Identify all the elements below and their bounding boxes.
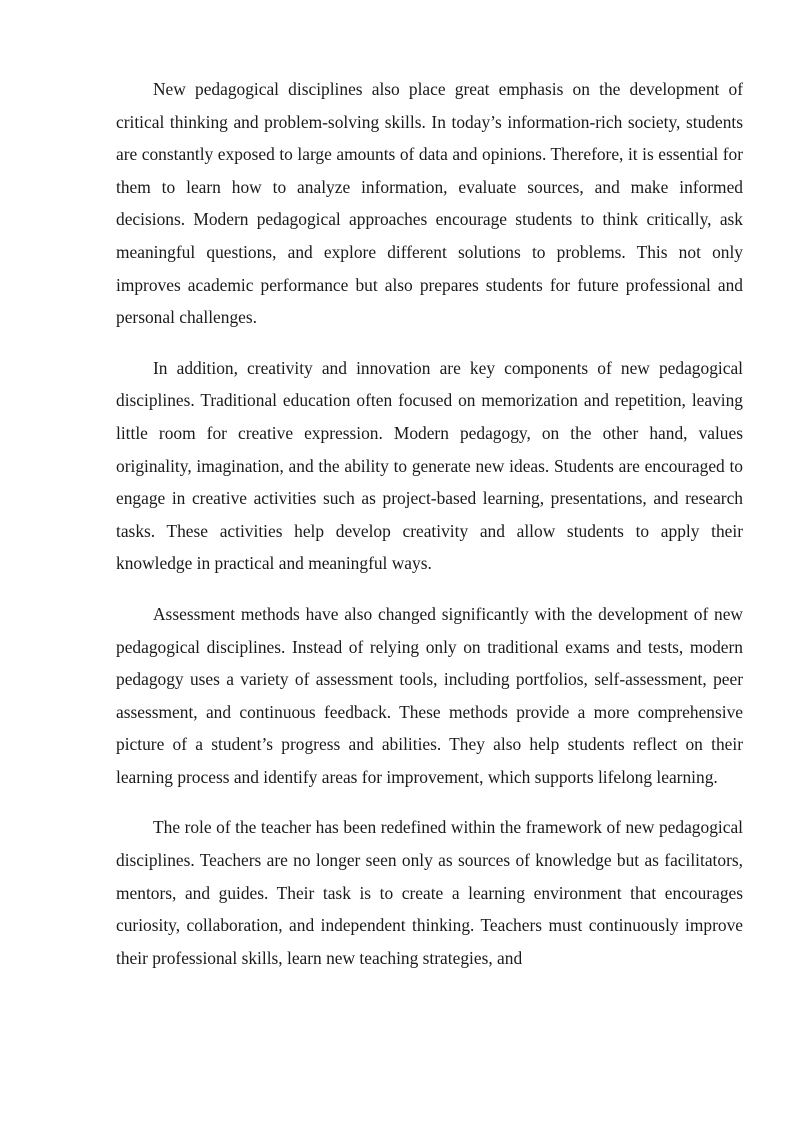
paragraph-critical-thinking: New pedagogical disciplines also place great emphasis on the development of critical thinking and problem-solving skills. In today’s information-rich society, students are constantly exposed to large amounts of data and opinions. Therefore, it is essential for them to learn how to analyze information, evaluate sources, and make informed decisions. Modern pedagogical approaches encourage students to think critically, ask meaningful questions, and explore different solutions to problems. This not only improves academic performance but also prepares students for future professional and personal challenges. (116, 79, 743, 328)
paragraph-assessment: Assessment methods have also changed significantly with the development of new pedagogical disciplines. Instead of relying only on traditional exams and tests, modern pedagogy uses a variety of assessment tools, including portfolios, self-assessment, peer assessment, and continuous feedback. These methods provide a more comprehensive picture of a student’s progress and abilities. They also help students reflect on their learning process and identify areas for improvement, which supports lifelong learning. (116, 603, 743, 787)
paragraph-creativity: In addition, creativity and innovation are key components of new pedagogical disciplines. Traditional education often focused on memorization and repetition, leaving little room for creative expression. Modern pedagogy, on the other hand, values originality, imagination, and the ability to generate new ideas. Students are encouraged to engage in creative activities such as project-based learning, presentations, and research tasks. These activities help develop creativity and allow students to apply their knowledge in practical and meaningful ways. (116, 357, 743, 574)
document-body (116, 73, 743, 992)
paragraph-teacher-role: The role of the teacher has been redefined within the framework of new pedagogical disciplines. Teachers are no longer seen only as sources of knowledge but as facilitators, mentors, and guides. Their task is to create a learning environment that encourages curiosity, collaboration, and independent thinking. Teachers must continuously improve their professional skills, learn new teaching strategies, and (116, 817, 743, 968)
